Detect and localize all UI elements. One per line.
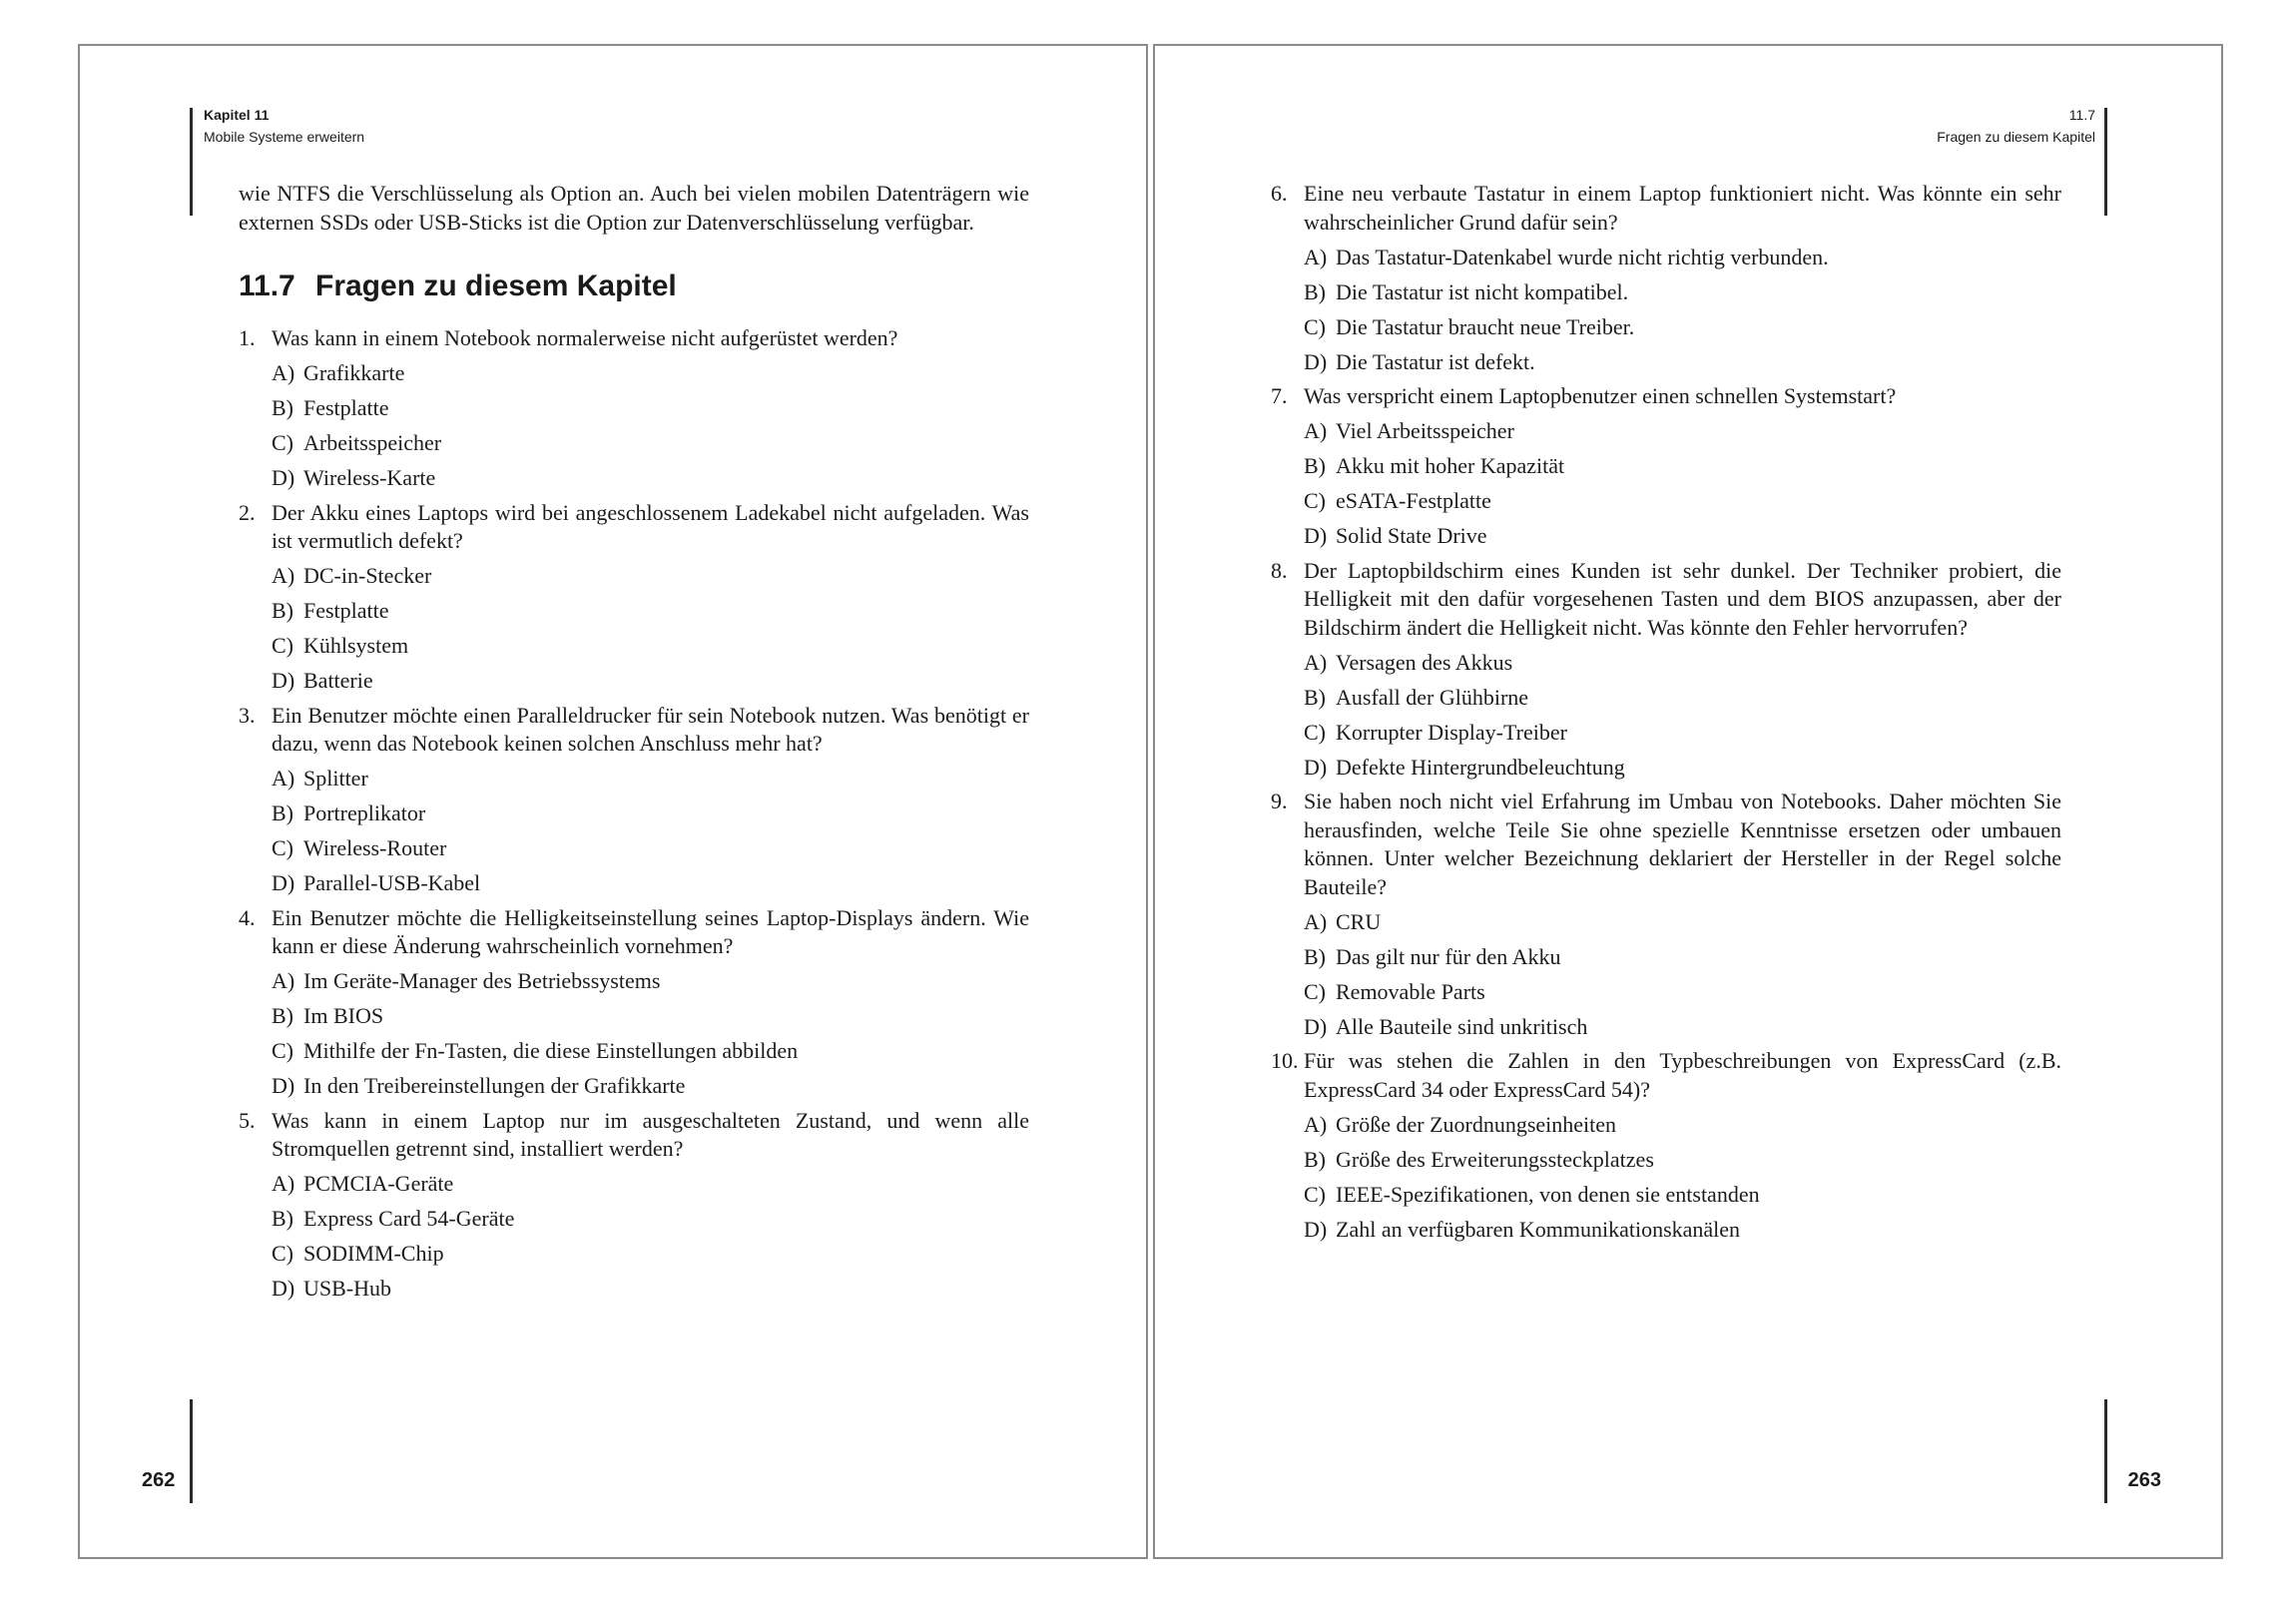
option-letter: D) (1304, 1013, 1328, 1039)
option-letter: A) (1304, 908, 1328, 934)
answer-option (1304, 522, 2061, 551)
option-text: Korrupter Display-Treiber (1336, 719, 1567, 745)
option-text: Defekte Hintergrundbeleuchtung (1336, 754, 1625, 780)
option-text: Die Tastatur ist nicht kompatibel. (1336, 278, 1629, 304)
question-text: Sie haben noch nicht viel Erfahrung im Umbau von Notebooks. Daher möchten Sie herausfinden, welche Teile Sie ohne spezielle Kenntnisse ersetzen oder umbauen können. Unter welcher Bezeichnung deklariert der Hersteller in der Regel solche Bauteile? (1304, 789, 2061, 899)
option-letter: D) (1304, 754, 1328, 780)
answer-option (1304, 348, 2061, 377)
option-letter: D) (272, 465, 295, 490)
option-letter: B) (1304, 1146, 1326, 1172)
question-number: 2. (239, 499, 256, 525)
intro-paragraph: wie NTFS die Verschlüsselung als Option an. Auch bei vielen mobilen Datenträgern wie externen SSDs oder USB-Sticks ist die Option zur Datenverschlüsselung verfügbar. (239, 181, 1029, 235)
option-text: Removable Parts (1336, 978, 1485, 1004)
option-letter: A) (272, 563, 295, 588)
answer-option (1304, 978, 2061, 1007)
option-letter: D) (1304, 523, 1328, 548)
question-item (239, 324, 1029, 353)
option-letter: C) (272, 835, 293, 860)
option-text: IEEE-Spezifikationen, von denen sie entstanden (1336, 1181, 1760, 1207)
option-letter: C) (1304, 1181, 1326, 1207)
option-text: Im Geräte-Manager des Betriebssystems (303, 968, 661, 993)
option-letter: C) (272, 633, 293, 658)
option-text: Die Tastatur braucht neue Treiber. (1336, 313, 1635, 339)
option-text: Wireless-Router (303, 835, 447, 860)
option-letter: A) (272, 360, 295, 385)
answer-option (272, 967, 1029, 996)
option-text: Arbeitsspeicher (303, 430, 442, 455)
option-text: eSATA-Festplatte (1336, 488, 1491, 513)
answer-option (1304, 1111, 2061, 1140)
answer-option (272, 562, 1029, 591)
option-text: Größe des Erweiterungssteckplatzes (1336, 1146, 1654, 1172)
answer-option (272, 1240, 1029, 1269)
option-letter: B) (272, 1003, 293, 1028)
option-text: Mithilfe der Fn-Tasten, die diese Einstellungen abbilden (303, 1038, 799, 1063)
option-text: Ausfall der Glühbirne (1336, 684, 1529, 710)
question-item (1271, 557, 2061, 643)
option-letter: A) (1304, 649, 1328, 675)
question-number: 3. (239, 702, 256, 728)
question-list (239, 324, 1029, 1304)
page-number: 262 (142, 1469, 176, 1491)
option-letter: C) (1304, 719, 1326, 745)
option-letter: D) (272, 1276, 295, 1301)
header-section-number: 11.7 (2068, 107, 2095, 123)
option-text: Zahl an verfügbaren Kommunikationskanälen (1336, 1216, 1741, 1242)
option-text: PCMCIA-Geräte (303, 1171, 454, 1196)
option-text: Festplatte (303, 598, 389, 623)
option-letter: C) (272, 1038, 293, 1063)
page-number: 263 (2127, 1469, 2161, 1491)
question-text: Was kann in einem Laptop nur im ausgeschalteten Zustand, und wenn alle Stromquellen getrennt sind, installiert werden? (272, 1107, 1029, 1161)
answer-option (272, 597, 1029, 626)
question-number: 7. (1271, 383, 1288, 408)
question-text: Eine neu verbaute Tastatur in einem Laptop funktioniert nicht. Was könnte ein sehr wahrscheinlicher Grund dafür sein? (1304, 181, 2061, 235)
option-text: Batterie (303, 668, 373, 693)
answer-option (272, 464, 1029, 493)
question-number: 4. (239, 904, 256, 930)
question-item (239, 499, 1029, 556)
answer-option (272, 1275, 1029, 1304)
question-item (1271, 382, 2061, 411)
section-number: 11.7 (239, 269, 295, 302)
answer-option (1304, 1181, 2061, 1210)
left-page (78, 44, 1148, 1559)
option-letter: A) (1304, 418, 1328, 443)
question-text: Was kann in einem Notebook normalerweise nicht aufgerüstet werden? (272, 325, 898, 350)
option-text: SODIMM-Chip (303, 1241, 444, 1266)
option-letter: C) (272, 1241, 293, 1266)
question-text: Der Laptopbildschirm eines Kunden ist sehr dunkel. Der Techniker probiert, die Helligkeit mit den dafür vorgesehenen Tasten und dem BIOS anzupassen, aber der Bildschirm ändert die Helligkeit nicht. Was könnte den Fehler hervorrufen? (1304, 557, 2061, 640)
question-item (239, 1107, 1029, 1164)
answer-option (1304, 943, 2061, 972)
answer-option (1304, 1216, 2061, 1245)
option-text: Wireless-Karte (303, 465, 436, 490)
option-letter: B) (272, 800, 293, 825)
option-letter: A) (272, 766, 295, 791)
answer-option (1304, 908, 2061, 937)
option-text: Parallel-USB-Kabel (303, 870, 481, 895)
question-number: 1. (239, 325, 256, 350)
option-letter: C) (1304, 488, 1326, 513)
option-letter: A) (272, 968, 295, 993)
question-number: 8. (1271, 557, 1288, 583)
option-letter: A) (1304, 244, 1328, 269)
option-letter: B) (272, 1206, 293, 1231)
option-text: Alle Bauteile sind unkritisch (1336, 1013, 1588, 1039)
answer-option (272, 1002, 1029, 1031)
answer-option (272, 1205, 1029, 1234)
answer-option (272, 869, 1029, 898)
right-page (1153, 44, 2223, 1559)
running-header (204, 104, 364, 148)
answer-option (1304, 719, 2061, 748)
running-header (1937, 104, 2095, 148)
answer-option (1304, 1146, 2061, 1175)
answer-option (1304, 649, 2061, 678)
option-letter: D) (272, 668, 295, 693)
answer-option (272, 834, 1029, 863)
answer-option (272, 1072, 1029, 1101)
option-letter: B) (1304, 684, 1326, 710)
option-text: Viel Arbeitsspeicher (1336, 418, 1514, 443)
answer-option (1304, 487, 2061, 516)
question-text: Was verspricht einem Laptopbenutzer einen schnellen Systemstart? (1304, 383, 1897, 408)
question-number: 9. (1271, 789, 1288, 813)
footer-rule (2104, 1399, 2107, 1503)
option-letter: C) (272, 430, 293, 455)
answer-option (272, 394, 1029, 423)
question-number: 10. (1271, 1048, 1299, 1073)
option-text: Im BIOS (303, 1003, 384, 1028)
answer-option (1304, 452, 2061, 481)
option-text: DC-in-Stecker (303, 563, 432, 588)
option-text: Solid State Drive (1336, 523, 1487, 548)
option-text: Versagen des Akkus (1336, 649, 1513, 675)
answer-option (1304, 1013, 2061, 1042)
option-text: Größe der Zuordnungseinheiten (1336, 1111, 1617, 1137)
answer-option (272, 359, 1029, 388)
option-text: USB-Hub (303, 1276, 392, 1301)
option-letter: B) (272, 395, 293, 420)
answer-option (1304, 313, 2061, 342)
option-letter: B) (272, 598, 293, 623)
section-heading (239, 268, 1029, 304)
header-rule (190, 108, 193, 216)
answer-option (1304, 417, 2061, 446)
option-text: Die Tastatur ist defekt. (1336, 348, 1535, 374)
header-rule (2104, 108, 2107, 216)
question-list (1271, 180, 2061, 1244)
answer-option (272, 765, 1029, 794)
option-text: Express Card 54-Geräte (303, 1206, 515, 1231)
section-title: Fragen zu diesem Kapitel (315, 269, 677, 302)
option-letter: D) (272, 870, 295, 895)
question-number: 6. (1271, 181, 1288, 206)
answer-option (272, 667, 1029, 696)
option-letter: D) (1304, 1216, 1328, 1242)
answer-option (1304, 244, 2061, 272)
option-text: Splitter (303, 766, 368, 791)
answer-option (272, 1037, 1029, 1066)
answer-option (1304, 684, 2061, 713)
question-number: 5. (239, 1107, 256, 1133)
page-body (1271, 180, 2061, 1244)
answer-option (1304, 278, 2061, 307)
option-text: Portreplikator (303, 800, 426, 825)
header-subtitle: Mobile Systeme erweitern (204, 129, 365, 145)
option-letter: D) (272, 1073, 295, 1098)
option-text: Festplatte (303, 395, 389, 420)
question-item (239, 904, 1029, 961)
answer-option (272, 799, 1029, 828)
option-text: In den Treibereinstellungen der Grafikkarte (303, 1073, 686, 1098)
answer-option (1304, 754, 2061, 783)
question-item (1271, 788, 2061, 901)
option-letter: A) (1304, 1111, 1328, 1137)
option-letter: A) (272, 1171, 295, 1196)
page-body (239, 180, 1029, 1304)
option-text: Grafikkarte (303, 360, 405, 385)
option-letter: B) (1304, 943, 1326, 969)
question-item (239, 702, 1029, 759)
question-item (1271, 1047, 2061, 1104)
header-section-title: Fragen zu diesem Kapitel (1937, 129, 2095, 145)
option-text: Kühlsystem (303, 633, 409, 658)
option-letter: C) (1304, 978, 1326, 1004)
option-letter: D) (1304, 348, 1328, 374)
question-text: Ein Benutzer möchte die Helligkeitseinstellung seines Laptop-Displays ändern. Wie kann er diese Änderung wahrscheinlich vornehmen? (272, 904, 1029, 958)
option-text: CRU (1336, 908, 1382, 934)
answer-option (272, 632, 1029, 661)
option-letter: B) (1304, 278, 1326, 304)
option-text: Akku mit hoher Kapazität (1336, 453, 1565, 478)
question-text: Ein Benutzer möchte einen Paralleldrucker für sein Notebook nutzen. Was benötigt er dazu, wenn das Notebook keinen solchen Anschluss mehr hat? (272, 702, 1029, 756)
question-text: Für was stehen die Zahlen in den Typbeschreibungen von ExpressCard (z.B. ExpressCard 34 oder ExpressCard 54)? (1304, 1048, 2061, 1102)
option-text: Das gilt nur für den Akku (1336, 943, 1561, 969)
answer-option (272, 429, 1029, 458)
question-item (1271, 180, 2061, 237)
option-letter: C) (1304, 313, 1326, 339)
option-text: Das Tastatur-Datenkabel wurde nicht richtig verbunden. (1336, 244, 1829, 269)
header-chapter: Kapitel 11 (204, 107, 270, 123)
option-letter: B) (1304, 453, 1326, 478)
footer-rule (190, 1399, 193, 1503)
answer-option (272, 1170, 1029, 1199)
question-text: Der Akku eines Laptops wird bei angeschlossenem Ladekabel nicht aufgeladen. Was ist vermutlich defekt? (272, 499, 1029, 553)
